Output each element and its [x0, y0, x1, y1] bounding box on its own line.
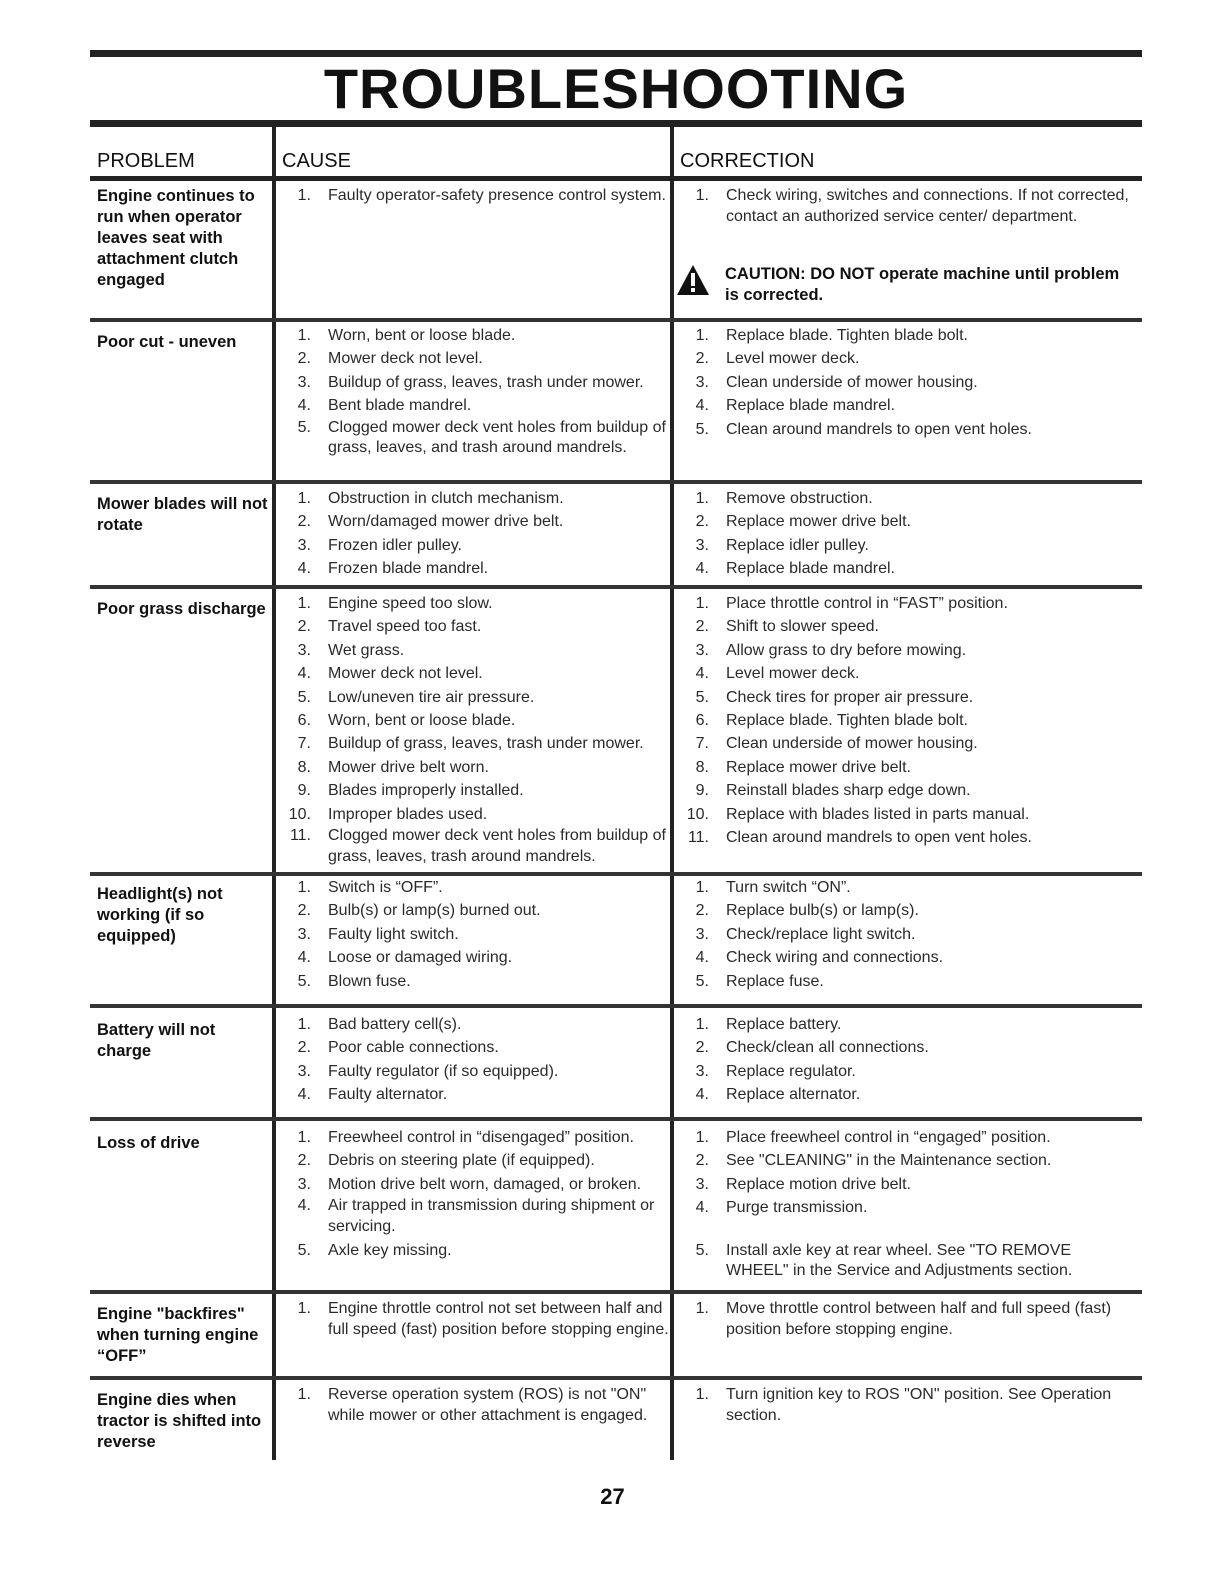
list-item: 4. Level mower deck. [695, 665, 860, 683]
cause-list [281, 186, 670, 209]
problem-engine-dies-reverse: Engine dies when tractor is shifted into reverse [97, 1391, 262, 1451]
list-item: 2. See "CLEANING" in the Maintenance section. [695, 1152, 1052, 1170]
list-item: 3. Buildup of grass, leaves, trash under mower. [297, 373, 644, 391]
cause-list [281, 592, 670, 869]
problem-poor-cut: Poor cut - uneven [97, 333, 237, 351]
header-rule [90, 176, 1142, 181]
list-item: 10. Replace with blades listed in parts manual. [686, 805, 1030, 823]
list-item: 4. Replace alternator. [695, 1086, 861, 1104]
list-item: 10. Improper blades used. [288, 805, 488, 823]
row-separator [90, 1004, 1142, 1008]
list-item: 4. Purge transmission. [695, 1199, 868, 1217]
row-separator [90, 1117, 1142, 1121]
problem-poor-grass-discharge: Poor grass discharge [97, 600, 266, 618]
problem-loss-of-drive: Loss of drive [97, 1134, 200, 1152]
list-item: 5. Check tires for proper air pressure. [695, 688, 974, 706]
row-separator [90, 1290, 1142, 1294]
list-item: 2. Mower deck not level. [297, 350, 483, 368]
list-item: 7. Buildup of grass, leaves, trash under mower. [297, 735, 644, 753]
list-item: 1. Reverse operation system (ROS) is not "ON" while mower or other attachment is engaged. [297, 1386, 648, 1424]
header-correction: CORRECTION [680, 150, 815, 172]
list-item: 5. Install axle key at rear wheel. See "TO REMOVE WHEEL" in the Service and Adjustments section. [695, 1241, 1073, 1280]
row-separator [90, 1376, 1142, 1380]
list-item: 3. Replace motion drive belt. [695, 1175, 911, 1193]
correction-list [679, 324, 1129, 441]
cause-list [281, 1385, 670, 1428]
title-rule [90, 120, 1142, 127]
list-item: 11. Clean around mandrels to open vent holes. [687, 829, 1032, 847]
list-item: 4. Loose or damaged wiring. [297, 949, 513, 967]
list-item: 3. Clean underside of mower housing. [695, 373, 978, 391]
correction-list [679, 186, 1129, 229]
page-number: 27 [600, 1484, 625, 1509]
row-separator [90, 480, 1142, 484]
list-item: 1. Check wiring, switches and connections. If not corrected, contact an authorized service center/ department. [695, 187, 1129, 225]
list-item: 6. Worn, bent or loose blade. [297, 712, 516, 730]
list-item: 3. Check/replace light switch. [695, 925, 916, 943]
list-item: 2. Check/clean all connections. [695, 1039, 929, 1057]
list-item: 1. Remove obstruction. [695, 490, 873, 507]
list-item: 8. Replace mower drive belt. [695, 758, 911, 776]
cause-list [281, 1013, 670, 1107]
list-item: 1. Switch is “OFF”. [297, 879, 443, 896]
problem-engine-continues: Engine continues to run when operator leaves seat with attachment clutch engaged [97, 187, 255, 289]
list-item: 2. Debris on steering plate (if equipped). [297, 1152, 595, 1170]
list-item: 1. Bad battery cell(s). [297, 1016, 462, 1033]
list-item: 1. Engine speed too slow. [297, 595, 493, 612]
correction-list [679, 876, 1129, 993]
list-item: 1. Faulty operator-safety presence control system. [297, 187, 666, 204]
list-item: 4. Replace blade mandrel. [695, 560, 895, 578]
top-rule [90, 50, 1142, 57]
list-item: 2. Shift to slower speed. [695, 618, 879, 636]
header-problem: PROBLEM [97, 150, 195, 172]
list-item: 2. Poor cable connections. [297, 1039, 499, 1057]
list-item: 1. Turn ignition key to ROS "ON" position. See Operation section. [695, 1386, 1112, 1424]
column-divider-problem-cause [272, 127, 276, 1460]
list-item: 4. Bent blade mandrel. [297, 397, 472, 415]
list-item: 2. Replace bulb(s) or lamp(s). [695, 902, 919, 920]
problem-blades-not-rotate: Mower blades will not rotate [97, 495, 268, 534]
list-item: 4. Replace blade mandrel. [695, 397, 895, 415]
list-item: 2. Replace mower drive belt. [695, 513, 911, 531]
list-item: 4. Mower deck not level. [297, 665, 483, 683]
list-item: 9. Reinstall blades sharp edge down. [695, 782, 971, 800]
cause-list [281, 487, 670, 581]
list-item: 4. Check wiring and connections. [695, 949, 944, 967]
problem-headlights: Headlight(s) not working (if so equipped) [97, 885, 223, 945]
list-item: 5. Clean around mandrels to open vent holes. [695, 420, 1032, 438]
list-item: 3. Allow grass to dry before mowing. [695, 641, 967, 659]
correction-list [679, 1385, 1129, 1428]
problem-battery: Battery will not charge [97, 1021, 216, 1060]
list-item: 1. Place freewheel control in “engaged” position. [695, 1129, 1051, 1146]
list-item: 1. Replace blade. Tighten blade bolt. [695, 327, 968, 344]
list-item: 3. Faulty light switch. [297, 925, 459, 943]
list-item: 2. Travel speed too fast. [297, 618, 482, 636]
correction-list [679, 487, 1129, 581]
column-divider-cause-correction [670, 127, 674, 1460]
list-item: 5. Blown fuse. [297, 972, 411, 990]
cause-list [281, 1126, 670, 1263]
correction-list [679, 1299, 1129, 1342]
cause-list [281, 876, 670, 993]
list-item: 3. Motion drive belt worn, damaged, or broken. [297, 1175, 642, 1193]
list-item: 1. Freewheel control in “disengaged” position. [297, 1129, 634, 1146]
list-item: 5. Replace fuse. [695, 972, 824, 990]
list-item: 3. Replace idler pulley. [695, 536, 869, 554]
cause-list [281, 1299, 670, 1342]
page-title: TROUBLESHOOTING [323, 57, 909, 120]
list-item: 1. Replace battery. [695, 1016, 842, 1033]
list-item: 11. Clogged mower deck vent holes from buildup of grass, leaves, trash around mandrels. [289, 827, 666, 865]
caution-notice [676, 264, 1126, 306]
warning-triangle-icon [676, 264, 710, 301]
list-item: 3. Wet grass. [297, 641, 405, 659]
list-item: 4. Frozen blade mandrel. [297, 560, 489, 578]
cause-list [281, 324, 670, 461]
list-item: 1. Turn switch “ON”. [695, 879, 851, 896]
list-item: 5. Axle key missing. [297, 1242, 452, 1260]
list-item: 3. Frozen idler pulley. [297, 536, 462, 554]
list-item: 6. Replace blade. Tighten blade bolt. [695, 712, 968, 730]
list-item: 5. Clogged mower deck vent holes from buildup of grass, leaves, and trash around mandrels. [297, 418, 666, 457]
list-item: 9. Blades improperly installed. [297, 782, 524, 800]
header-cause: CAUSE [282, 150, 351, 172]
caution-text: CAUTION: DO NOT operate machine until problem is corrected. [725, 265, 1120, 304]
list-item: 1. Move throttle control between half and full speed (fast) position before stopping engine. [695, 1300, 1112, 1338]
list-item: 1. Engine throttle control not set between half and full speed (fast) position before stopping engine. [297, 1300, 669, 1338]
correction-list [679, 1126, 1129, 1284]
correction-list [679, 592, 1129, 849]
list-item: 3. Faulty regulator (if so equipped). [297, 1062, 559, 1080]
list-item: 2. Level mower deck. [695, 350, 860, 368]
row-separator [90, 585, 1142, 589]
list-item: 8. Mower drive belt worn. [297, 758, 489, 776]
list-item: 5. Low/uneven tire air pressure. [297, 688, 535, 706]
list-item: 4. Air trapped in transmission during shipment or servicing. [297, 1197, 655, 1235]
correction-list [679, 1013, 1129, 1107]
list-item: 7. Clean underside of mower housing. [695, 735, 978, 753]
list-item: 3. Replace regulator. [695, 1062, 856, 1080]
list-item: 4. Faulty alternator. [297, 1086, 448, 1104]
list-item: 1. Place throttle control in “FAST” position. [695, 595, 1008, 612]
row-separator [90, 318, 1142, 322]
list-item: 1. Worn, bent or loose blade. [297, 327, 516, 344]
list-item: 1. Obstruction in clutch mechanism. [297, 490, 564, 507]
list-item: 2. Worn/damaged mower drive belt. [297, 513, 564, 531]
list-item: 2. Bulb(s) or lamp(s) burned out. [297, 902, 541, 920]
problem-engine-backfires: Engine "backfires" when turning engine “OFF” [97, 1305, 259, 1365]
